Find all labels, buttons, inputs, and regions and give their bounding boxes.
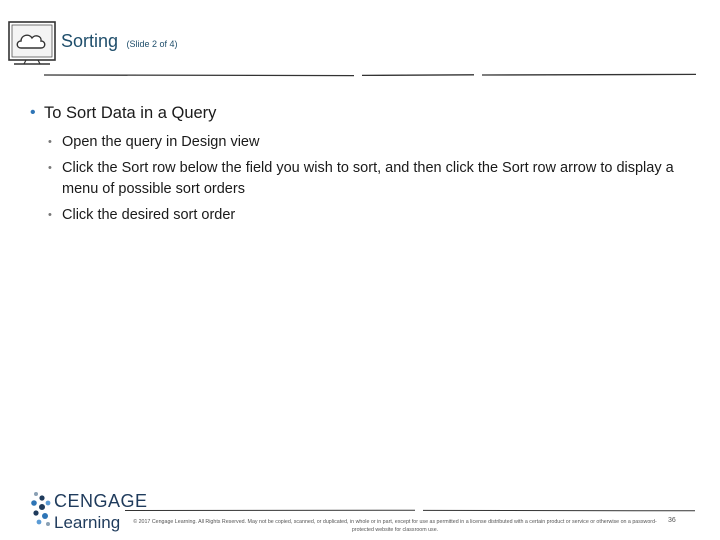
bullet-dot: • — [48, 136, 52, 148]
copyright-notice: © 2017 Cengage Learning. All Rights Reserved. May not be copied, scanned, or duplicated, in whole or in part, except for use as permitted in a license distributed with a certain product or service or otherwise on a password-protected website for classroom use. — [133, 519, 657, 533]
title-divider — [44, 72, 696, 78]
logo-text-learning: Learning — [54, 513, 121, 532]
bullet-text: Click the Sort row below the field you wish to sort, and then click the Sort row arrow to display a menu of possible sort orders — [62, 160, 674, 197]
cloud-monitor-icon — [6, 19, 58, 71]
title-subtitle: (Slide 2 of 4) — [126, 39, 178, 49]
page-number: 36 — [668, 517, 676, 524]
bullet-dot: • — [48, 209, 52, 221]
slide-title — [61, 31, 178, 52]
bullet-text: To Sort Data in a Query — [44, 104, 217, 122]
bullet-text: Click the desired sort order — [62, 207, 236, 223]
bullet-dot: • — [48, 162, 52, 174]
bullet-text: Open the query in Design view — [62, 134, 260, 150]
footer-divider — [125, 508, 695, 513]
title-main: Sorting — [61, 31, 119, 51]
bullet-dot: • — [30, 104, 36, 121]
logo-text-cengage: CENGAGE — [54, 491, 148, 511]
